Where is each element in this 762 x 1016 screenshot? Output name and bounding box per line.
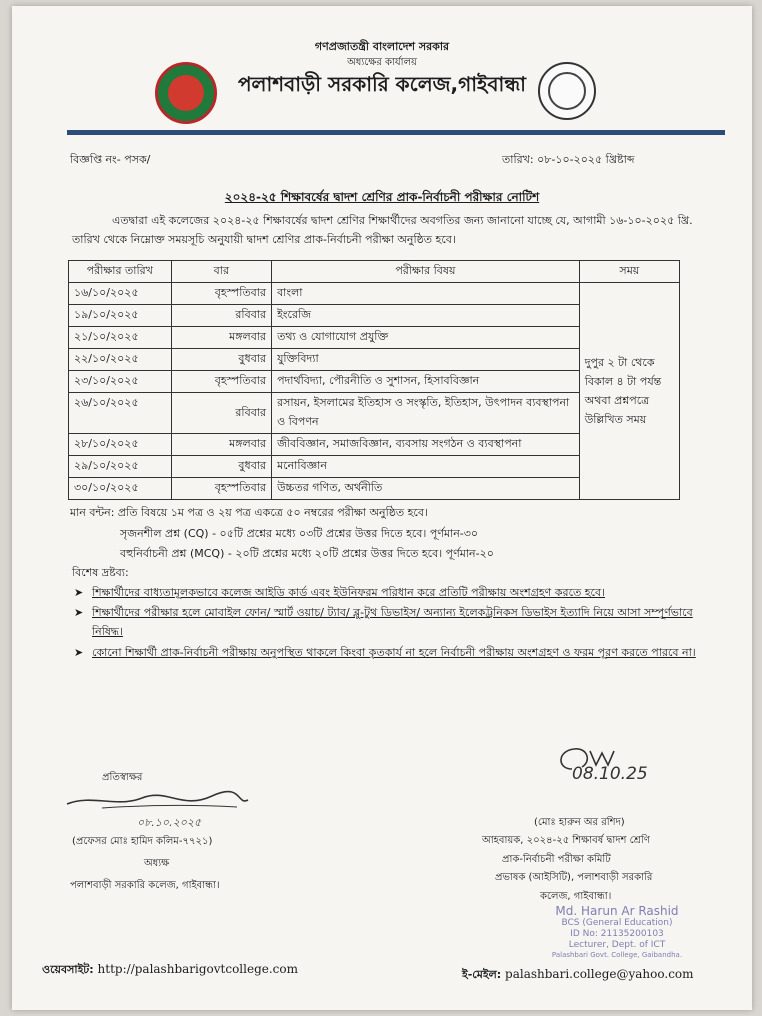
convener-name: (মোঃ হারুন অর রশিদ) bbox=[534, 817, 625, 828]
row-date: ২২/১০/২০২৫ bbox=[69, 349, 172, 371]
row-subject: তথ্য ও যোগাযোগ প্রযুক্তি bbox=[272, 327, 580, 349]
row-day: বৃহস্পতিবার bbox=[171, 283, 271, 305]
committee-name: প্রাক-নির্বাচনী পরীক্ষা কমিটি bbox=[502, 854, 611, 865]
stamp-name: Md. Harun Ar Rashid bbox=[555, 904, 679, 918]
special-note-label: বিশেষ দ্রষ্টব্য: bbox=[72, 566, 129, 579]
website-label: ওয়েবসাইট: bbox=[42, 963, 94, 976]
email-label: ই-মেইল: bbox=[462, 968, 502, 981]
row-day: বৃহস্পতিবার bbox=[171, 478, 271, 500]
special-note-text: শিক্ষার্থীদের পরীক্ষার হলে মোবাইল ফোন/ স্মার্ট ওয়াচ/ ট্যাব/ ব্লু-টুথ ডিভাইস/ অন্যান্য ইলেকট্রনিকস ডিভাইস ইত্যাদি নিয়ে আসা সম্পূর্ণভাবে নিষিদ্ধ। bbox=[92, 606, 693, 638]
special-note-item bbox=[74, 603, 712, 641]
header-time: সময় bbox=[579, 261, 679, 283]
stamp-line: Lecturer, Dept. of ICT bbox=[568, 940, 666, 950]
row-day: রবিবার bbox=[171, 393, 271, 434]
row-subject: রসায়ন, ইসলামের ইতিহাস ও সংস্কৃতি, ইতিহাস, উৎপাদন ব্যবস্থাপনা ও বিপণন bbox=[272, 393, 580, 434]
memo-number: বিজ্ঞপ্তি নং- পসক/ bbox=[70, 153, 151, 166]
header-date: পরীক্ষার তারিখ bbox=[69, 261, 172, 283]
college-name: পলাশবাড়ী সরকারি কলেজ,গাইবান্ধা bbox=[237, 72, 526, 96]
row-subject: যুক্তিবিদ্যা bbox=[272, 349, 580, 371]
notice-document bbox=[12, 6, 752, 1010]
convener-sign-date: 08.10.25 bbox=[572, 764, 648, 784]
stamp-line: Palashbari Govt. College, Gaibandha. bbox=[551, 951, 683, 959]
convener-designation: প্রভাষক (আইসিটি), পলাশবাড়ী সরকারি bbox=[495, 872, 653, 883]
row-date: ১৯/১০/২০২৫ bbox=[69, 305, 172, 327]
email-link[interactable]: palashbari.college@yahoo.com bbox=[505, 967, 694, 981]
row-date: ২১/১০/২০২৫ bbox=[69, 327, 172, 349]
website bbox=[42, 961, 298, 980]
special-note-text: শিক্ষার্থীদের বাধ্যতামূলকভাবে কলেজ আইডি কার্ড এবং ইউনিফরম পরিধান করে প্রতিটি পরীক্ষায় অংশগ্রহণ করতে হবে। bbox=[92, 586, 605, 599]
header-divider bbox=[67, 130, 725, 135]
notice-title: ২০২৪-২৫ শিক্ষাবর্ষের দ্বাদশ শ্রেণির প্রাক-নির্বাচনী পরীক্ষার নোটিশ bbox=[224, 190, 540, 204]
principal-title: অধ্যক্ষ bbox=[144, 858, 170, 869]
notice-intro: এতদ্বারা এই কলেজের ২০২৪-২৫ শিক্ষাবর্ষের দ্বাদশ শ্রেণির শিক্ষার্থীদের অবগতির জন্য জানানো যাচ্ছে যে, আগামী ১৬-১০-২০২৫ খ্রি. তারিখ থেকে নিম্নোক্ত সময়সূচি অনুযায়ী দ্বাদশ শ্রেণির প্রাক-নির্বাচনী পরীক্ষা অনুষ্ঠিত হবে। bbox=[72, 214, 693, 246]
header-subject: পরীক্ষার বিষয় bbox=[272, 261, 580, 283]
official-stamp bbox=[532, 904, 702, 959]
row-day: বুধবার bbox=[171, 349, 271, 371]
row-day: বুধবার bbox=[171, 456, 271, 478]
marks-distribution: মান বন্টন: প্রতি বিষয়ে ১ম পত্র ও ২য় পত্র একত্রে ৫০ নম্বরের পরীক্ষা অনুষ্ঠিত হবে। bbox=[70, 506, 428, 519]
row-date: ১৬/১০/২০২৫ bbox=[69, 283, 172, 305]
row-date: ৩০/১০/২০২৫ bbox=[69, 478, 172, 500]
exam-schedule-table bbox=[68, 260, 680, 500]
office-name: অধ্যক্ষের কার্যালয় bbox=[347, 57, 417, 68]
principal-org: পলাশবাড়ী সরকারি কলেজ, গাইবান্ধা। bbox=[70, 880, 220, 891]
header-day: বার bbox=[171, 261, 271, 283]
table-header-row bbox=[69, 261, 680, 283]
row-day: বৃহস্পতিবার bbox=[171, 371, 271, 393]
principal-sign-date: ০৮.১০.২০২৫ bbox=[137, 816, 202, 829]
row-date: ২৩/১০/২০২৫ bbox=[69, 371, 172, 393]
row-date: ২৮/১০/২০২৫ bbox=[69, 434, 172, 456]
mcq-marks: বহুনির্বাচনী প্রশ্ন (MCQ) - ২০টি প্রশ্নের মধ্যে ২০টি প্রশ্নের উত্তর দিতে হবে। পূর্ণমান-২০ bbox=[120, 547, 494, 560]
convener-role: আহবায়ক, ২০২৪-২৫ শিক্ষাবর্ষ দ্বাদশ শ্রেণি bbox=[482, 835, 650, 846]
arrow-bullet-icon: ➤ bbox=[74, 606, 84, 619]
principal-name: (প্রফেসর মোঃ হামিদ কলিম-৭৭২১) bbox=[72, 836, 213, 847]
stamp-line: BCS (General Education) bbox=[561, 918, 673, 928]
special-note-item bbox=[74, 643, 712, 662]
email bbox=[462, 966, 694, 985]
cq-marks: সৃজনশীল প্রশ্ন (CQ) - ০৫টি প্রশ্নের মধ্যে ০৩টি প্রশ্নের উত্তর দিতে হবে। পূর্ণমান-৩০ bbox=[120, 527, 479, 540]
website-link[interactable]: http://palashbarigovtcollege.com bbox=[97, 962, 299, 976]
row-subject: পদার্থবিদ্যা, পৌরনীতি ও সুশাসন, হিসাববিজ্ঞান bbox=[272, 371, 580, 393]
row-subject: ইংরেজি bbox=[272, 305, 580, 327]
notice-date: তারিখ: ০৮-১০-২০২৫ খ্রিষ্টাব্দ bbox=[502, 153, 635, 166]
stamp-line: ID No: 21135200103 bbox=[570, 929, 664, 939]
special-note-item bbox=[74, 583, 712, 602]
countersign-label: প্রতিস্বাক্ষর bbox=[102, 772, 143, 783]
principal-signature-icon bbox=[62, 788, 252, 814]
special-note-text: কোনো শিক্ষার্থী প্রাক-নির্বাচনী পরীক্ষায় অনুপস্থিত থাকলে কিংবা কৃতকার্য না হলে নির্বাচনী পরীক্ষায় অংশগ্রহণ ও ফরম পূরণ করতে পারবে না। bbox=[92, 646, 696, 659]
row-date: ২৬/১০/২০২৫ bbox=[69, 393, 172, 434]
row-day: রবিবার bbox=[171, 305, 271, 327]
arrow-bullet-icon: ➤ bbox=[74, 586, 84, 599]
row-subject: উচ্চতর গণিত, অর্থনীতি bbox=[272, 478, 580, 500]
exam-time: দুপুর ২ টা থেকে বিকাল ৪ টা পর্যন্ত অথবা প্রশ্নপত্রে উল্লিখিত সময় bbox=[579, 283, 679, 500]
government-name: গণপ্রজাতন্ত্রী বাংলাদেশ সরকার bbox=[314, 40, 450, 53]
convener-org: কলেজ, গাইবান্ধা। bbox=[540, 891, 612, 902]
arrow-bullet-icon: ➤ bbox=[74, 646, 84, 659]
row-date: ২৯/১০/২০২৫ bbox=[69, 456, 172, 478]
row-subject: মনোবিজ্ঞান bbox=[272, 456, 580, 478]
row-day: মঙ্গলবার bbox=[171, 434, 271, 456]
row-subject: জীববিজ্ঞান, সমাজবিজ্ঞান, ব্যবসায় সংগঠন ও ব্যবস্থাপনা bbox=[272, 434, 580, 456]
row-day: মঙ্গলবার bbox=[171, 327, 271, 349]
row-subject: বাংলা bbox=[272, 283, 580, 305]
table-row bbox=[69, 283, 680, 305]
